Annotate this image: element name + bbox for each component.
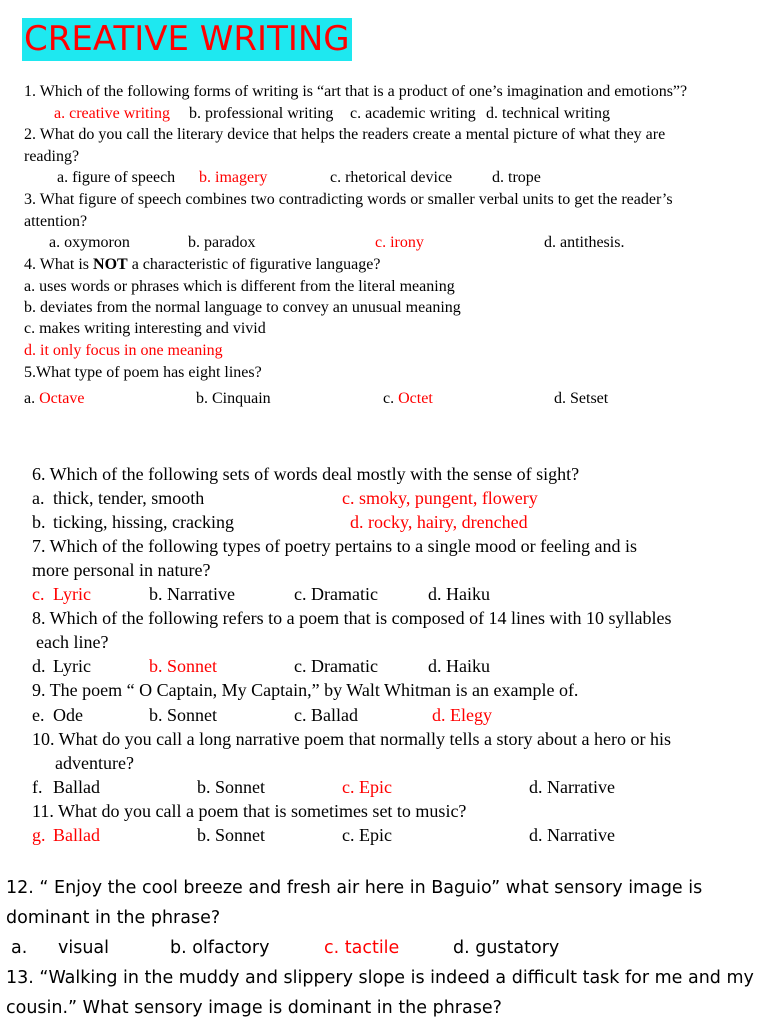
q1-option-d: d. technical writing — [486, 105, 610, 122]
q10-option-d: d. Narrative — [529, 777, 615, 797]
q5-option-b: b. Cinquain — [196, 390, 271, 407]
q5-option-c-prefix: c. — [383, 390, 399, 407]
q4-option-a: a. uses words or phrases which is different from the literal meaning — [24, 278, 455, 295]
q12-option-a-marker: a. — [11, 938, 28, 958]
q11-option-b: b. Sonnet — [197, 825, 266, 845]
q5-option-a-answer: Octave — [39, 390, 85, 407]
q6-option-c: c. smoky, pungent, flowery — [342, 488, 538, 508]
question-4 — [24, 254, 380, 275]
q8-option-a: Lyric — [53, 656, 91, 676]
q7-option-b: b. Narrative — [149, 584, 235, 604]
q2-option-a: a. figure of speech — [57, 169, 176, 186]
q1-option-a: a. creative writing — [54, 105, 170, 122]
q5-option-c — [383, 388, 433, 409]
question-8-line-2: each line? — [36, 632, 109, 652]
q1-option-b: b. professional writing — [189, 105, 334, 122]
q3-option-c: c. irony — [375, 234, 424, 251]
question-9: 9. The poem “ O Captain, My Captain,” by Walt Whitman is an example of. — [32, 680, 579, 700]
q6-option-a: thick, tender, smooth — [53, 488, 205, 508]
page-title: CREATIVE WRITING — [24, 19, 350, 59]
q12-option-c: c. tactile — [324, 938, 400, 958]
q5-option-a — [24, 388, 84, 409]
q12-option-b: b. olfactory — [170, 938, 270, 958]
q7-option-a: Lyric — [53, 584, 91, 604]
q4-option-d: d. it only focus in one meaning — [24, 342, 223, 359]
q11-option-a: Ballad — [53, 825, 100, 845]
question-10-line-1: 10. What do you call a long narrative poem that normally tells a story about a hero or his — [32, 729, 671, 749]
q8-option-c: c. Dramatic — [294, 656, 378, 676]
q6-option-d: d. rocky, hairy, drenched — [350, 512, 528, 532]
q5-option-d: d. Setset — [554, 390, 609, 407]
question-13-line-1: 13. “Walking in the muddy and slippery slope is indeed a difficult task for me and my — [6, 968, 754, 988]
q2-option-d: d. trope — [492, 169, 541, 186]
q4-option-c: c. makes writing interesting and vivid — [24, 320, 266, 337]
q9-option-c: c. Ballad — [294, 705, 358, 725]
q10-option-a: Ballad — [53, 777, 100, 797]
question-7-line-2: more personal in nature? — [32, 560, 211, 580]
question-13-line-2: cousin.” What sensory image is dominant in the phrase? — [6, 998, 502, 1018]
q12-option-d: d. gustatory — [453, 938, 560, 958]
question-2-line-1: 2. What do you call the literary device that helps the readers create a mental picture of what they are — [24, 126, 666, 143]
q11-option-c: c. Epic — [342, 825, 392, 845]
question-11: 11. What do you call a poem that is sometimes set to music? — [32, 801, 467, 821]
q5-option-c-answer: Octet — [398, 390, 433, 407]
q5-option-a-prefix: a. — [24, 390, 40, 407]
question-4-post: a characteristic of figurative language? — [127, 256, 381, 273]
q2-option-b: b. imagery — [199, 169, 268, 186]
q3-option-b: b. paradox — [188, 234, 256, 251]
q8-option-b: b. Sonnet — [149, 656, 218, 676]
question-4-emphasis: NOT — [93, 256, 128, 273]
q9-option-a-marker: e. — [32, 705, 45, 725]
q7-option-d: d. Haiku — [428, 584, 490, 604]
q9-option-b: b. Sonnet — [149, 705, 218, 725]
q11-option-d: d. Narrative — [529, 825, 615, 845]
question-12-line-1: 12. “ Enjoy the cool breeze and fresh air here in Baguio” what sensory image is — [6, 878, 703, 898]
q7-option-a-marker: c. — [32, 584, 45, 604]
question-10-line-2: adventure? — [55, 753, 134, 773]
q6-option-b-marker: b. — [32, 512, 46, 532]
question-5: 5.What type of poem has eight lines? — [24, 364, 262, 381]
q2-option-c: c. rhetorical device — [330, 169, 453, 186]
q6-option-b: ticking, hissing, cracking — [53, 512, 234, 532]
q7-option-c: c. Dramatic — [294, 584, 378, 604]
q10-option-a-marker: f. — [32, 777, 43, 797]
question-2-line-2: reading? — [24, 148, 80, 165]
q3-option-d: d. antithesis. — [544, 234, 625, 251]
q10-option-c: c. Epic — [342, 777, 392, 797]
q8-option-d: d. Haiku — [428, 656, 490, 676]
question-8-line-1: 8. Which of the following refers to a poem that is composed of 14 lines with 10 syllables — [32, 608, 672, 628]
question-1: 1. Which of the following forms of writing is “art that is a product of one’s imagination and emotions”? — [24, 83, 688, 100]
q11-option-a-marker: g. — [32, 825, 46, 845]
q3-option-a: a. oxymoron — [49, 234, 130, 251]
question-12-line-2: dominant in the phrase? — [6, 908, 221, 928]
question-6: 6. Which of the following sets of words deal mostly with the sense of sight? — [32, 464, 580, 484]
question-4-pre: 4. What is — [24, 256, 94, 273]
question-7-line-1: 7. Which of the following types of poetry pertains to a single mood or feeling and is — [32, 536, 638, 556]
q9-option-d: d. Elegy — [432, 705, 492, 725]
question-3-line-1: 3. What figure of speech combines two contradicting words or smaller verbal units to get the reader’s — [24, 191, 673, 208]
q9-option-a: Ode — [53, 705, 83, 725]
q8-option-a-marker: d. — [32, 656, 46, 676]
q12-option-a: visual — [58, 938, 110, 958]
q10-option-b: b. Sonnet — [197, 777, 266, 797]
q6-option-a-marker: a. — [32, 488, 45, 508]
q4-option-b: b. deviates from the normal language to convey an unusual meaning — [24, 299, 461, 316]
question-3-line-2: attention? — [24, 213, 88, 230]
q1-option-c: c. academic writing — [350, 105, 476, 122]
